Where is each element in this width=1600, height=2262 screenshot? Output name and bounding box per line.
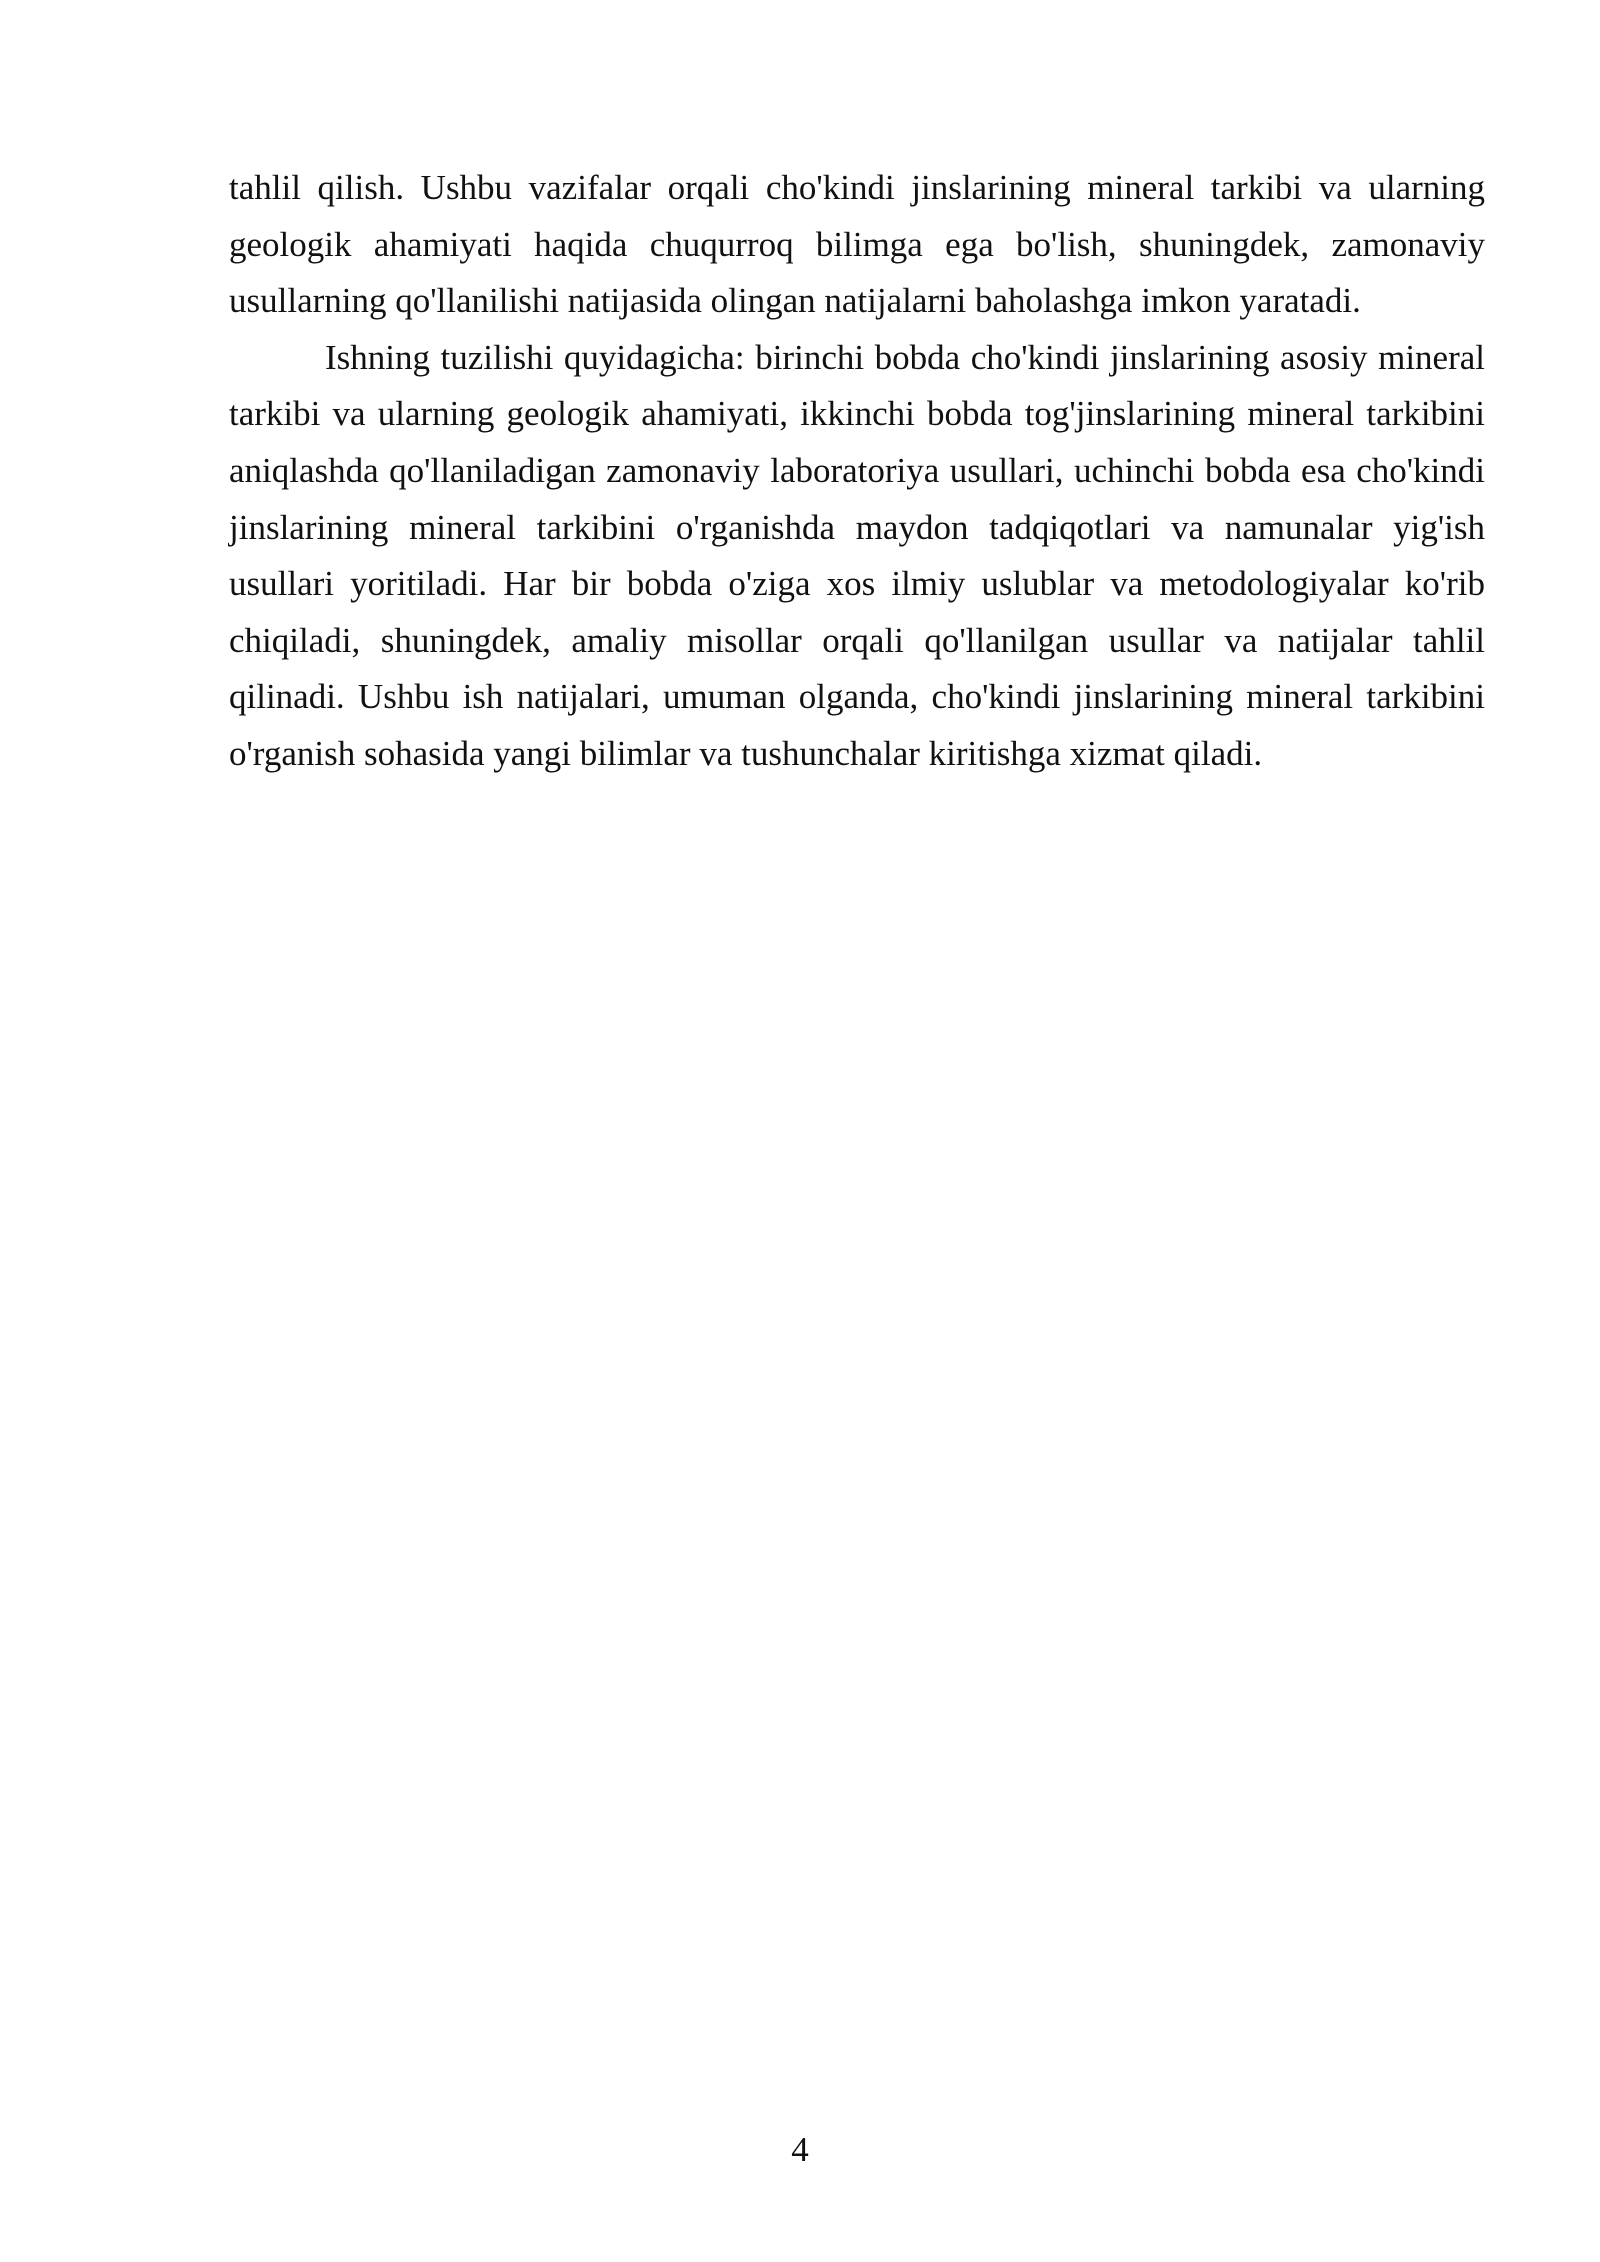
body-text — [229, 160, 1485, 783]
paragraph-structure: Ishning tuzilishi quyidagicha: birinchi bobda cho'kindi jinslarining asosiy mineral tarkibi va ularning geologik ahamiyati, ikkinchi bobda tog'jinslarining mineral tarkibini aniqlashda qo'llaniladigan zamonaviy laboratoriya usullari, uchinchi bobda esa cho'kindi jinslarining mineral tarkibini o'rganishda maydon tadqiqotlari va namunalar yig'ish usullari yoritiladi. Har bir bobda o'ziga xos ilmiy uslublar va metodologiyalar ko'rib chiqiladi, shuningdek, amaliy misollar orqali qo'llanilgan usullar va natijalar tahlil qilinadi. Ushbu ish natijalari, umuman olganda, cho'kindi jinslarining mineral tarkibini o'rganish sohasida yangi bilimlar va tushunchalar kiritishga xizmat qiladi. — [229, 337, 1485, 773]
page-number: 4 — [791, 2130, 809, 2169]
paragraph-continuation: tahlil qilish. Ushbu vazifalar orqali cho'kindi jinslarining mineral tarkibi va ularning geologik ahamiyati haqida chuqurroq bilimga ega bo'lish, shuningdek, zamonaviy usullarning qo'llanilishi natijasida olingan natijalarni baholashga imkon yaratadi. — [229, 168, 1485, 321]
